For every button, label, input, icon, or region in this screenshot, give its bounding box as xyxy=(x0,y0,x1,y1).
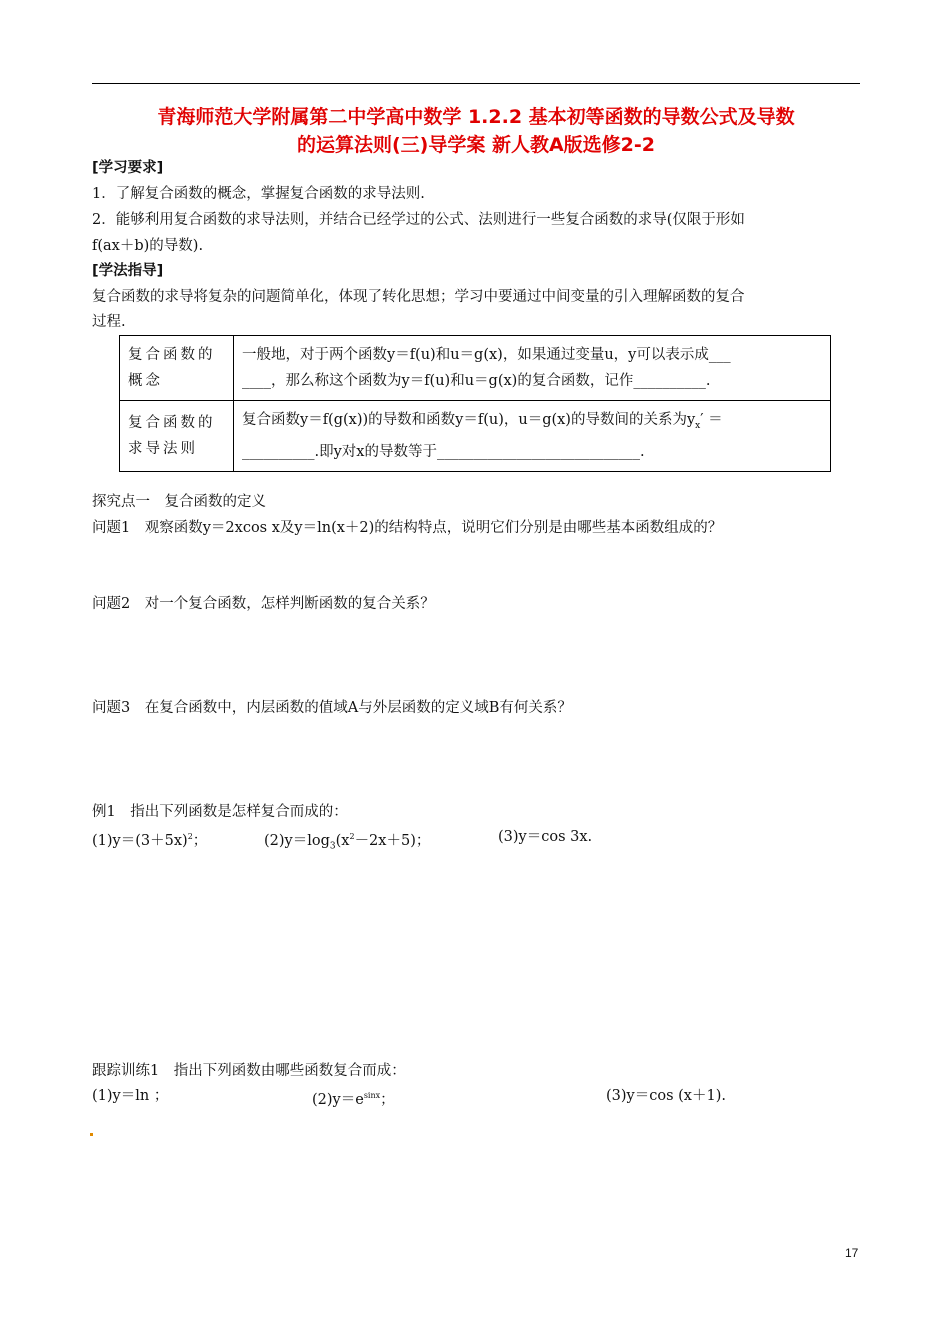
concept-body-cell xyxy=(234,336,831,401)
example-1-f2-sup: 2 xyxy=(349,832,355,841)
header-rule xyxy=(92,83,860,84)
concept-head-cell xyxy=(120,336,234,401)
guidance-heading: [学法指导] xyxy=(92,263,164,279)
question-3: 问题3 在复合函数中，内层函数的值域A与外层函数的定义域B有何关系？ xyxy=(92,700,572,716)
practice-1-f2-text: (2)y＝e xyxy=(312,1091,364,1108)
example-1-f2-mid: (x xyxy=(335,832,350,849)
rule-body-line-a xyxy=(242,407,822,439)
table-row-derivative-rule xyxy=(120,401,831,472)
rule-body-subscript: x xyxy=(695,420,701,431)
requirement-item-1: 1．了解复合函数的概念，掌握复合函数的求导法则. xyxy=(92,186,425,202)
question-2: 问题2 对一个复合函数，怎样判断函数的复合关系？ xyxy=(92,596,435,612)
question-1: 问题1 观察函数y＝2xcos x及y＝ln(x＋2)的结构特点，说明它们分别是由哪些基本函数组成的？ xyxy=(92,520,723,536)
rule-head-cell xyxy=(120,401,234,472)
practice-1-f2-post: ； xyxy=(380,1091,395,1108)
practice-1-f3: (3)y＝cos (x＋1). xyxy=(606,1088,726,1104)
explore-heading: 探究点一 复合函数的定义 xyxy=(92,494,266,510)
example-1-f1-sup: 2 xyxy=(187,832,193,841)
example-1-f2-text: (2)y＝log xyxy=(264,832,330,849)
page-number: 17 xyxy=(845,1246,859,1260)
title-line-2: 的运算法则(三)导学案 新人教A版选修2-2 xyxy=(296,134,655,156)
page-title xyxy=(92,103,860,159)
practice-1-f2 xyxy=(312,1085,395,1111)
guidance-text-b: 过程. xyxy=(92,314,126,330)
example-1-f1-post: ； xyxy=(192,832,208,849)
concept-head-line-a: 复合函数的 xyxy=(128,347,216,363)
requirement-item-2b: f(ax＋b)的导数). xyxy=(92,238,204,254)
example-1-f1-text: (1)y＝(3＋5x) xyxy=(92,832,188,849)
table-row-concept xyxy=(120,336,831,401)
example-1-f3: (3)y＝cos 3x. xyxy=(498,829,593,845)
example-1-f2 xyxy=(264,826,430,858)
requirements-heading: [学习要求] xyxy=(92,160,164,176)
concept-body-line-a: 一般地，对于两个函数y＝f(u)和u＝g(x)，如果通过变量u，y可以表示成___ xyxy=(242,347,731,363)
practice-1-heading: 跟踪训练1 指出下列函数由哪些函数复合而成： xyxy=(92,1063,406,1079)
rule-head-line-a: 复合函数的 xyxy=(128,414,216,431)
example-1-f1 xyxy=(92,826,207,852)
requirement-item-2a: 2．能够利用复合函数的求导法则，并结合已经学过的公式、法则进行一些复合函数的求导(仅限于形如 xyxy=(92,212,745,228)
rule-head-line-b: 求导法则 xyxy=(128,440,198,457)
concept-table xyxy=(119,335,831,472)
decorative-dot xyxy=(90,1133,93,1136)
example-1-f2-sub: 3 xyxy=(329,841,336,852)
rule-body-pre: 复合函数y＝f(g(x))的导数和函数y＝f(u)，u＝g(x)的导数间的关系为y xyxy=(242,412,696,428)
title-line-1: 青海师范大学附属第二中学高中数学 1.2.2 基本初等函数的导数公式及导数 xyxy=(157,106,795,128)
example-1-f2-post: －2x＋5)； xyxy=(354,832,431,849)
concept-body-line-b: ____，那么称这个函数为y＝f(u)和u＝g(x)的复合函数，记作__________. xyxy=(242,373,711,389)
concept-head-line-b: 概念 xyxy=(128,373,163,389)
practice-1-f1: (1)y＝ln ； xyxy=(92,1088,169,1104)
guidance-text-a: 复合函数的求导将复杂的问题简单化，体现了转化思想；学习中要通过中间变量的引入理解函数的复合 xyxy=(92,289,745,305)
rule-body-post: ′ ＝ xyxy=(700,412,723,428)
rule-body-cell xyxy=(234,401,831,472)
example-1-heading: 例1 指出下列函数是怎样复合而成的： xyxy=(92,804,348,820)
rule-body-line-b: __________.即y对x的导数等于____________________________. xyxy=(242,443,645,460)
practice-1-f2-sup: sinx xyxy=(363,1091,381,1100)
